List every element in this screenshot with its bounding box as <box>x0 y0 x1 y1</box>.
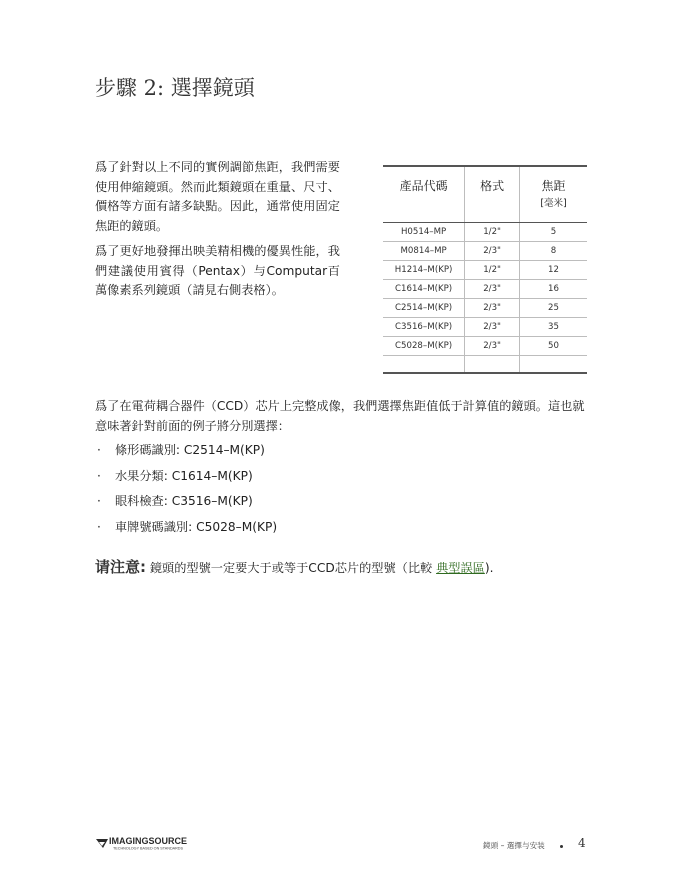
table-row <box>383 280 587 299</box>
list-item <box>95 441 590 461</box>
note-text: 鏡頭的型號一定要大于或等于CCD芯片的型號（比較 <box>146 561 437 575</box>
logo-main-text: IMAGINGSOURCE <box>109 835 187 846</box>
table-empty-row <box>383 356 587 374</box>
selection-list <box>95 441 590 537</box>
lens-spec-table <box>383 165 587 374</box>
cell-empty <box>520 356 587 374</box>
cell-focal: 35 <box>520 318 587 337</box>
intro-paragraph-1: 爲了針對以上不同的實例調節焦距，我們需要使用伸縮鏡頭。然而此類鏡頭在重量、尺寸、價格等方面有諸多缺點。因此，通常使用固定焦距的鏡頭。 <box>95 160 340 233</box>
list-item-text: 水果分類: C1614–M(KP) <box>115 468 253 483</box>
cell-code: C3516–M(KP) <box>383 318 465 337</box>
logo-sub-text: TECHNOLOGY BASED ON STANDARDS <box>113 846 183 851</box>
cell-focal: 16 <box>520 280 587 299</box>
page-title: 步驟 2: 選擇鏡頭 <box>95 76 255 100</box>
imagingsource-logo-icon <box>95 834 195 854</box>
cell-code: M0814–MP <box>383 242 465 261</box>
bullet-dot: · <box>97 494 101 508</box>
header-focal-length <box>520 166 587 223</box>
header-focal-label: 焦距 <box>541 179 566 193</box>
list-item-text: 車牌號碼識別: C5028–M(KP) <box>115 519 278 534</box>
list-item <box>95 492 590 512</box>
table-header-row <box>383 166 587 223</box>
list-item <box>95 518 590 538</box>
company-logo <box>95 834 195 858</box>
table-row <box>383 223 587 242</box>
selection-section <box>95 397 590 543</box>
cell-format: 1/2" <box>465 261 520 280</box>
cell-focal: 5 <box>520 223 587 242</box>
list-item-text: 條形碼識別: C2514–M(KP) <box>115 443 265 457</box>
header-format: 格式 <box>465 166 520 223</box>
intro-paragraph-2: 爲了更好地發揮出映美精相機的優異性能，我們建議使用賓得（Pentax）与Computar百萬像素系列鏡頭（請見右側表格）。 <box>95 244 340 297</box>
cell-format: 2/3" <box>465 318 520 337</box>
bullet-dot: · <box>97 519 101 534</box>
cell-code: C5028–M(KP) <box>383 337 465 356</box>
table-row <box>383 261 587 280</box>
table-row <box>383 299 587 318</box>
note-label: 请注意: <box>95 558 146 576</box>
page-number: 4 <box>578 836 586 850</box>
intro-text <box>95 158 340 307</box>
footer-separator-dot <box>560 845 563 848</box>
cell-focal: 8 <box>520 242 587 261</box>
cell-format: 2/3" <box>465 299 520 318</box>
typical-errors-link[interactable]: 典型誤區 <box>436 561 485 575</box>
header-product-code: 產品代碼 <box>383 166 465 223</box>
bullet-dot: · <box>97 443 101 457</box>
bullet-dot: · <box>97 468 101 483</box>
cell-code: C2514–M(KP) <box>383 299 465 318</box>
cell-empty <box>465 356 520 374</box>
table-row <box>383 318 587 337</box>
cell-focal: 25 <box>520 299 587 318</box>
cell-code: H1214–M(KP) <box>383 261 465 280</box>
cell-empty <box>383 356 465 374</box>
cell-focal: 12 <box>520 261 587 280</box>
list-item-text: 眼科檢查: C3516–M(KP) <box>115 494 253 508</box>
cell-format: 2/3" <box>465 337 520 356</box>
cell-format: 2/3" <box>465 280 520 299</box>
note-end: ). <box>484 561 494 575</box>
table-row <box>383 337 587 356</box>
header-focal-unit: [毫米] <box>540 198 567 209</box>
cell-format: 2/3" <box>465 242 520 261</box>
list-item <box>95 467 590 487</box>
footer-section-title: 鏡頭 – 選擇与安装 <box>483 841 545 850</box>
note <box>95 556 595 577</box>
cell-format: 1/2" <box>465 223 520 242</box>
cell-code: C1614–M(KP) <box>383 280 465 299</box>
cell-code: H0514–MP <box>383 223 465 242</box>
selection-paragraph: 爲了在電荷耦合器件（CCD）芯片上完整成像，我們選擇焦距值低于計算值的鏡頭。這也就意味著針對前面的例子將分別選擇： <box>95 399 585 433</box>
cell-focal: 50 <box>520 337 587 356</box>
table-row <box>383 242 587 261</box>
